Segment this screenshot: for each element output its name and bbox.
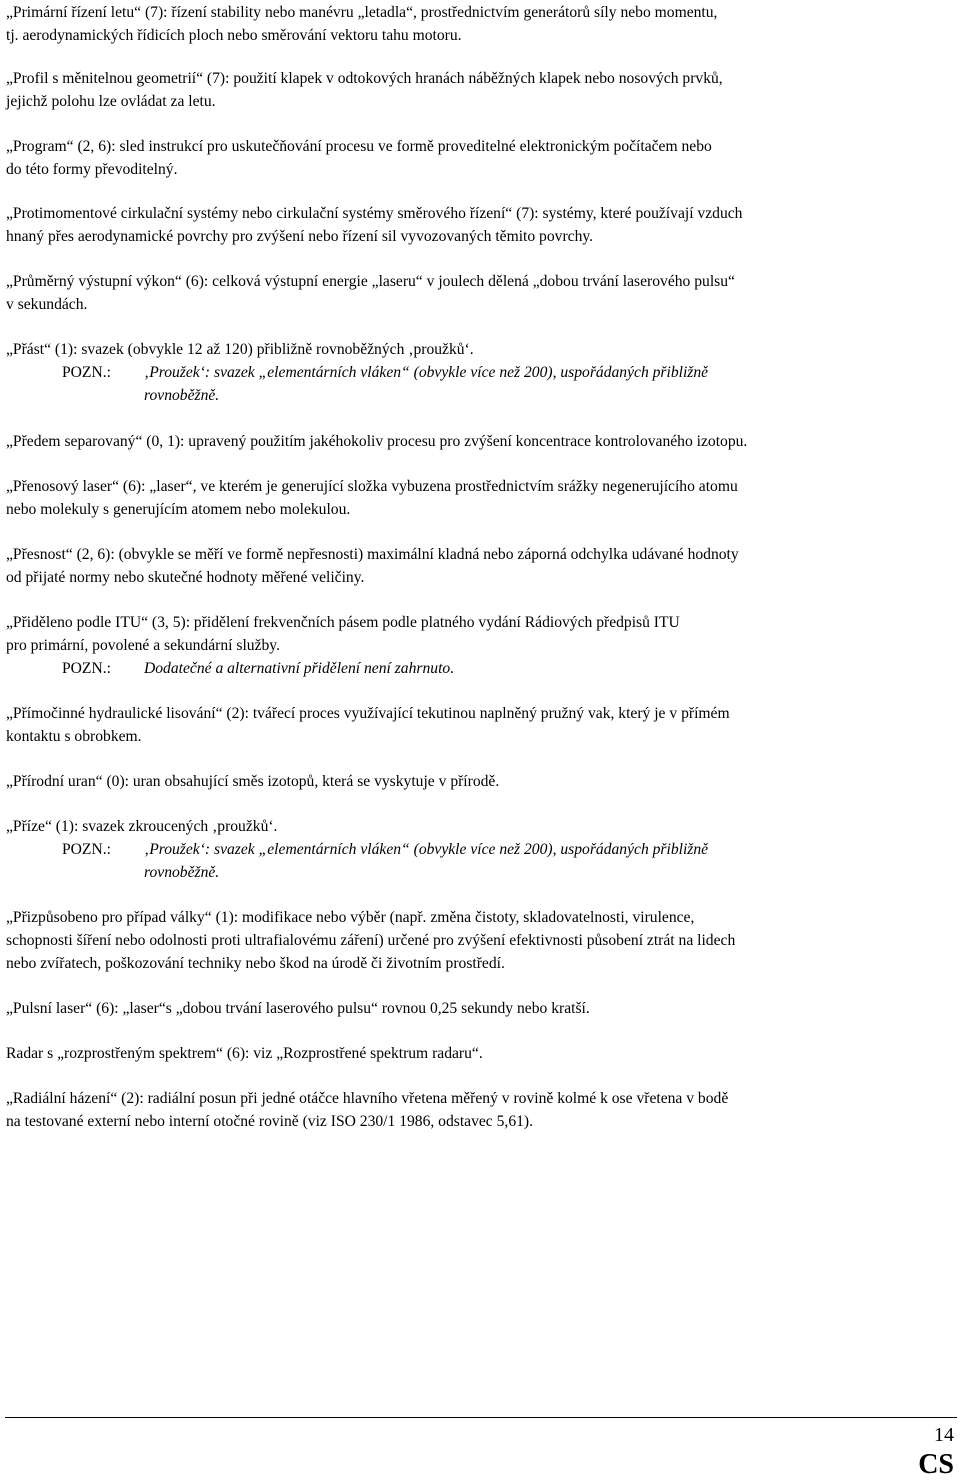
glossary-entry — [6, 202, 952, 248]
glossary-entry — [6, 770, 952, 793]
entry-line: „Radiální házení“ (2): radiální posun při jedné otáčce hlavního vřetena měřený v rovině kolmé k ose vřetena v bodě — [6, 1090, 729, 1107]
entry-line: „Program“ (2, 6): sled instrukcí pro uskutečňování procesu ve formě proveditelné elektronickým počítačem nebo — [6, 138, 712, 155]
note-line: rovnoběžně. — [144, 864, 220, 881]
page-number: 14 — [934, 1424, 954, 1446]
entry-line: „Primární řízení letu“ (7): řízení stability nebo manévru „letadla“, prostřednictvím generátorů síly nebo momentu, — [6, 4, 718, 21]
note — [6, 657, 952, 680]
entry-line: „Přiděleno podle ITU“ (3, 5): přidělení frekvenčních pásem podle platného vydání Rádiových předpisů ITU — [6, 614, 680, 631]
entry-line: „Přizpůsobeno pro případ války“ (1): modifikace nebo výběr (např. změna čistoty, skladovatelnosti, virulence, — [6, 909, 695, 926]
footer-divider — [5, 1417, 957, 1418]
glossary-entry — [6, 543, 952, 589]
glossary-entry — [6, 475, 952, 521]
entry-line: hnaný přes aerodynamické povrchy pro zvýšení nebo řízení sil vyvozovaných těmito povrchy. — [6, 228, 594, 245]
entry-line: Radar s „rozprostřeným spektrem“ (6): viz „Rozprostřené spektrum radaru“. — [6, 1045, 483, 1062]
entry-line: „Přást“ (1): svazek (obvykle 12 až 120) přibližně rovnoběžných ‚proužků‘. — [6, 341, 474, 358]
glossary-entry — [6, 270, 952, 316]
entry-line: „Pulsní laser“ (6): „laser“s „dobou trvání laserového pulsu“ rovnou 0,25 sekundy nebo kratší. — [6, 1000, 590, 1017]
glossary-entry — [6, 997, 952, 1020]
glossary-entry — [6, 1042, 952, 1065]
entry-line: nebo zvířatech, poškozování techniky nebo škod na úrodě či životním prostředí. — [6, 955, 505, 972]
entry-line: schopnosti šíření nebo odolnosti proti ultrafialovému záření) určené pro zvýšení efektivnosti působení ztrát na lidech — [6, 932, 736, 949]
note-line: ‚Proužek‘: svazek „elementárních vláken“ (obvykle více než 200), uspořádaných přibližně — [144, 841, 709, 858]
note-label: POZN.: — [62, 364, 111, 381]
glossary-content — [6, 1, 952, 1133]
note — [6, 361, 952, 407]
glossary-entry — [6, 135, 952, 181]
note — [6, 838, 952, 884]
glossary-entry — [6, 702, 952, 748]
entry-line: „Příze“ (1): svazek zkroucených ‚proužků‘. — [6, 818, 278, 835]
glossary-entry — [6, 1, 952, 47]
entry-line: od přijaté normy nebo skutečné hodnoty měřené veličiny. — [6, 569, 365, 586]
entry-line: „Průměrný výstupní výkon“ (6): celková výstupní energie „laseru“ v joulech dělená „dobou trvání laserového pulsu“ — [6, 273, 735, 290]
entry-line: kontaktu s obrobkem. — [6, 728, 142, 745]
entry-line: „Protimomentové cirkulační systémy nebo cirkulační systémy směrového řízení“ (7): systémy, které používají vzduch — [6, 205, 743, 222]
language-code: CS — [918, 1449, 954, 1480]
glossary-entry — [6, 430, 952, 453]
note-label: POZN.: — [62, 660, 111, 677]
glossary-entry — [6, 338, 952, 407]
note-line: rovnoběžně. — [144, 387, 220, 404]
entry-line: v sekundách. — [6, 296, 88, 313]
note-text — [144, 657, 952, 680]
entry-line: tj. aerodynamických řídicích ploch nebo směrování vektoru tahu motoru. — [6, 27, 462, 44]
glossary-entry — [6, 906, 952, 975]
glossary-entry — [6, 815, 952, 884]
entry-line: „Přírodní uran“ (0): uran obsahující směs izotopů, která se vyskytuje v přírodě. — [6, 773, 500, 790]
entry-line: „Přesnost“ (2, 6): (obvykle se měří ve formě nepřesnosti) maximální kladná nebo záporná odchylka udávané hodnoty — [6, 546, 739, 563]
glossary-entry — [6, 611, 952, 680]
entry-line: „Přenosový laser“ (6): „laser“, ve kterém je generující složka vybuzena prostřednictvím srážky negenerujícího atomu — [6, 478, 738, 495]
entry-line: „Předem separovaný“ (0, 1): upravený použitím jakéhokoliv procesu pro zvýšení koncentrace kontrolovaného izotopu. — [6, 433, 748, 450]
entry-line: „Přímočinné hydraulické lisování“ (2): tvářecí proces využívající tekutinou naplněný pružný vak, který je v přímém — [6, 705, 730, 722]
entry-line: pro primární, povolené a sekundární služby. — [6, 637, 280, 654]
entry-line: jejichž polohu lze ovládat za letu. — [6, 93, 216, 110]
note-text — [144, 361, 952, 407]
glossary-entry — [6, 67, 952, 113]
note-text — [144, 838, 952, 884]
note-label: POZN.: — [62, 841, 111, 858]
note-line: Dodatečné a alternativní přidělení není zahrnuto. — [144, 660, 455, 677]
note-line: ‚Proužek‘: svazek „elementárních vláken“ (obvykle více než 200), uspořádaných přibližně — [144, 364, 709, 381]
glossary-entry — [6, 1087, 952, 1133]
entry-line: na testované externí nebo interní otočné rovině (viz ISO 230/1 1986, odstavec 5,61). — [6, 1113, 534, 1130]
entry-line: „Profil s měnitelnou geometrií“ (7): použití klapek v odtokových hranách náběžných klapek nebo nosových prvků, — [6, 70, 723, 87]
entry-line: nebo molekuly s generujícím atomem nebo molekulou. — [6, 501, 351, 518]
entry-line: do této formy převoditelný. — [6, 161, 178, 178]
